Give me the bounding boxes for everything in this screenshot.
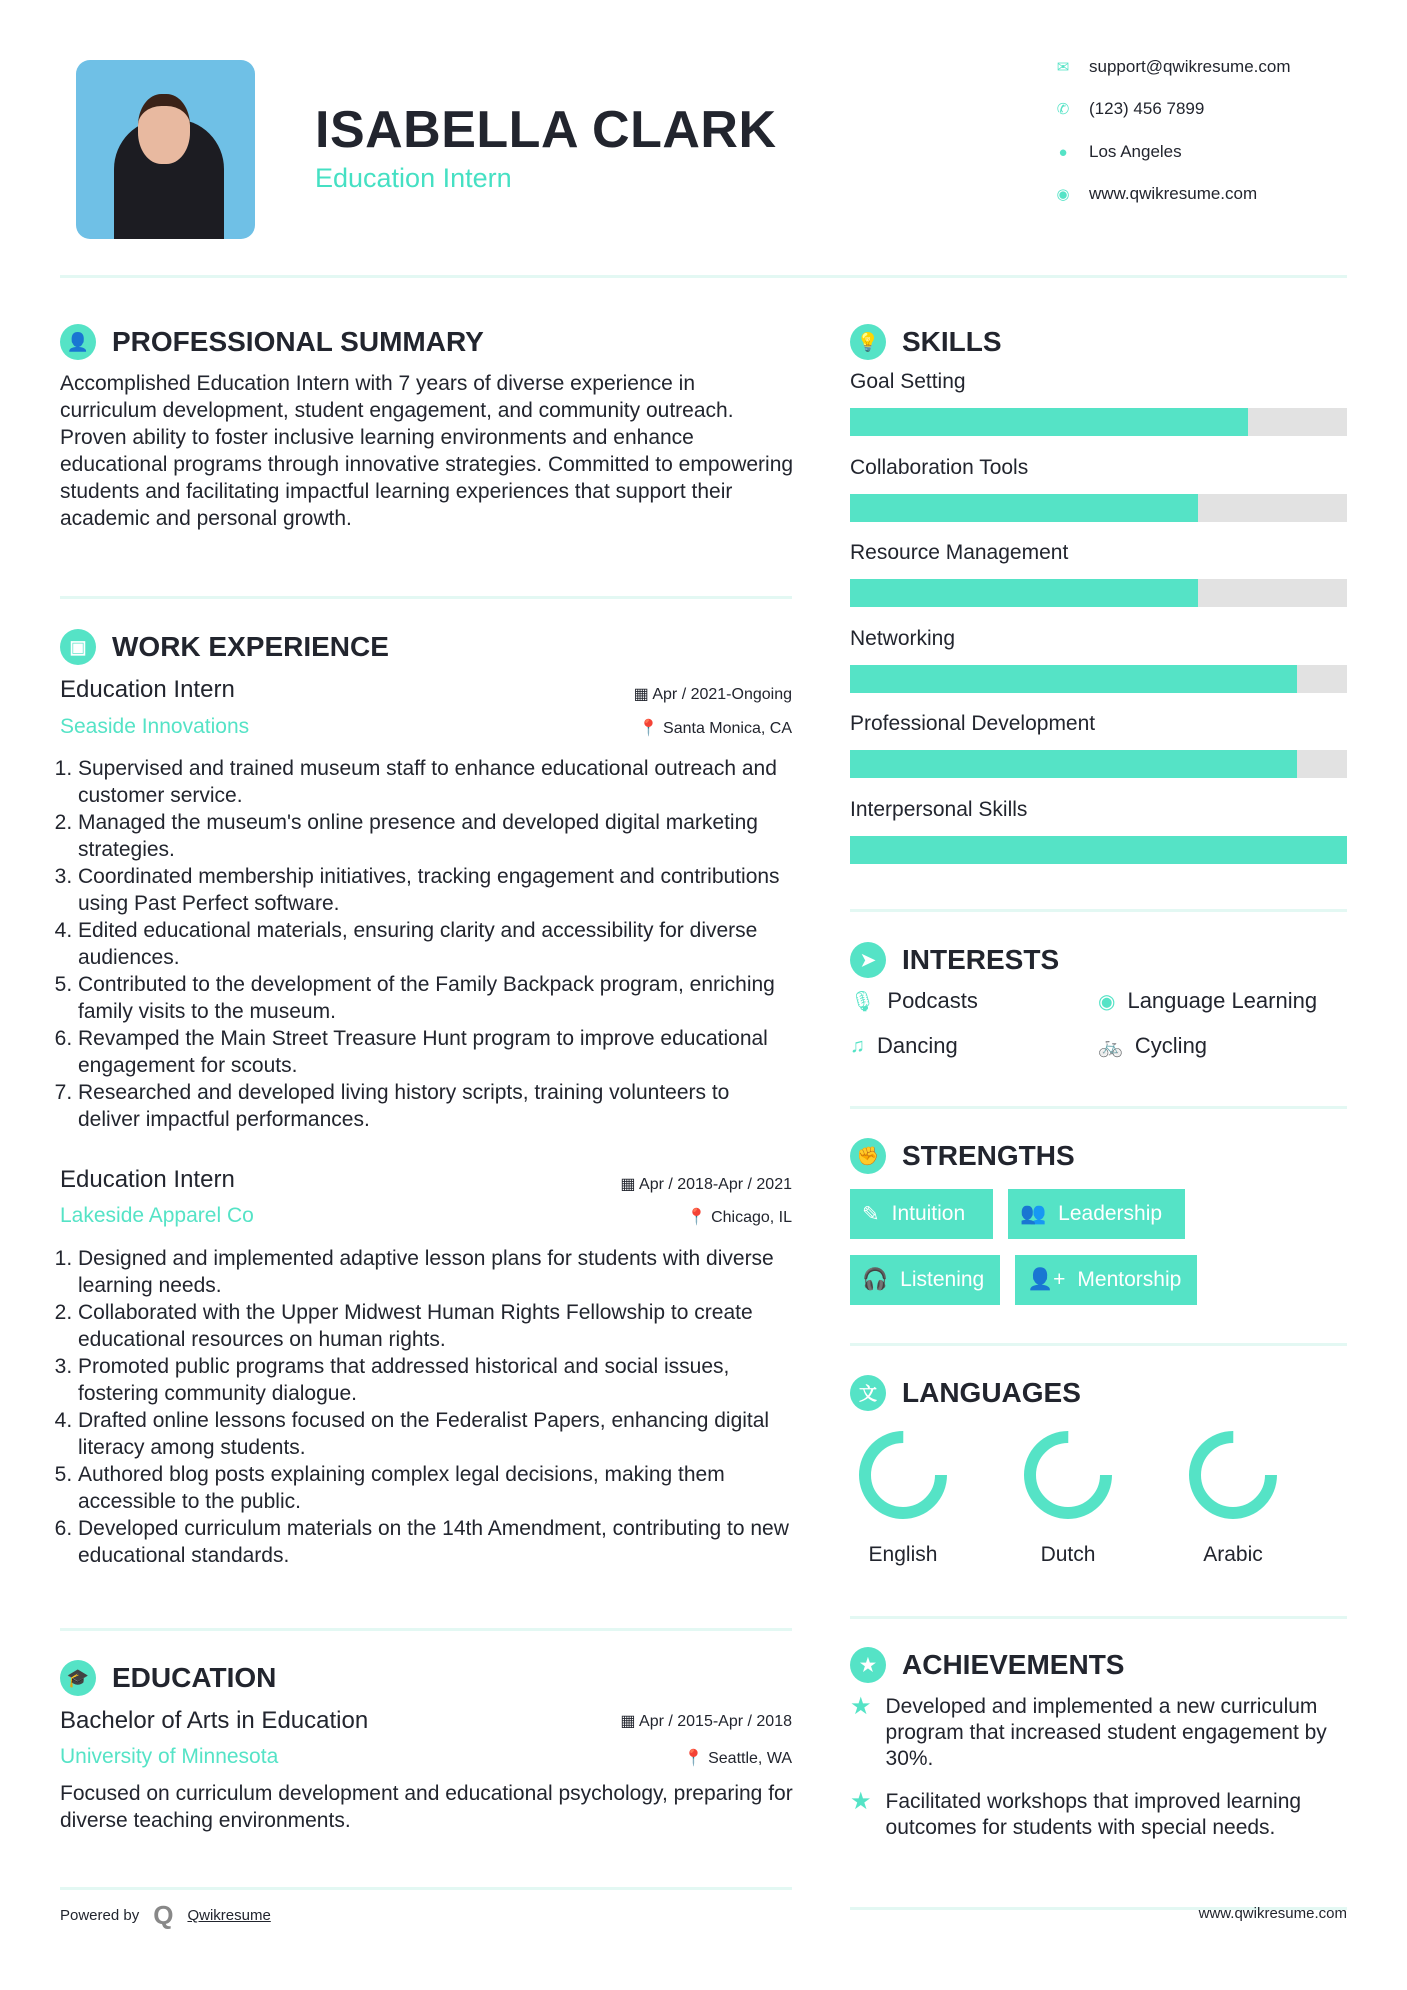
skill-bar-fill bbox=[850, 665, 1297, 693]
skill-bar bbox=[850, 836, 1347, 864]
skill-label: Goal Setting bbox=[850, 370, 966, 393]
skill-label: Interpersonal Skills bbox=[850, 798, 1028, 821]
qwikresume-logo-icon: Q bbox=[153, 1900, 174, 1930]
job-bullet: 1. Supervised and trained museum staff to enhance educational outreach and customer service. bbox=[78, 755, 795, 809]
skill-bar-fill bbox=[850, 408, 1248, 436]
music-icon: ♫ bbox=[850, 1034, 865, 1057]
languages-heading: 文 LANGUAGES bbox=[850, 1375, 1081, 1411]
paper-plane-icon: ➤ bbox=[850, 942, 886, 978]
job-bullet: 5. Contributed to the development of the Family Backpack program, enriching family visits to the museum. bbox=[78, 971, 795, 1025]
powered-by: Powered by Q Qwikresume bbox=[60, 1900, 271, 1930]
headphones-icon: 🎧 bbox=[862, 1268, 889, 1291]
skill-bar bbox=[850, 579, 1347, 607]
skill-bar-fill bbox=[850, 836, 1347, 864]
contact-email: ✉ support@qwikresume.com bbox=[1056, 57, 1291, 76]
user-icon: 👤 bbox=[60, 324, 96, 360]
education-text: Focused on curriculum development and educational psychology, preparing for diverse teaching environments. bbox=[60, 1782, 793, 1832]
job-title: Education Intern bbox=[60, 1166, 235, 1193]
candidate-name: ISABELLA CLARK bbox=[315, 101, 777, 159]
job-company: Lakeside Apparel Co bbox=[60, 1204, 254, 1227]
job-bullet: 5. Authored blog posts explaining complex legal decisions, making them accessible to the public. bbox=[78, 1461, 795, 1515]
education-location: 📍 Seattle, WA bbox=[683, 1750, 792, 1767]
job-company: Seaside Innovations bbox=[60, 715, 250, 738]
bicycle-icon: 🚲 bbox=[1098, 1035, 1123, 1058]
work-heading: ▣ WORK EXPERIENCE bbox=[60, 629, 389, 665]
star-icon: ★ bbox=[850, 1788, 872, 1815]
divider bbox=[850, 1343, 1347, 1346]
microphone-icon: 🎙 bbox=[850, 990, 876, 1013]
contact-location: ● Los Angeles bbox=[1055, 142, 1182, 162]
globe-icon: ◉ bbox=[1056, 186, 1070, 203]
job-location: 📍 Santa Monica, CA bbox=[638, 720, 792, 737]
star-badge-icon: ★ bbox=[850, 1647, 886, 1683]
profile-photo bbox=[76, 60, 255, 239]
language-label: Arabic bbox=[1203, 1543, 1263, 1566]
footer-website[interactable]: www.qwikresume.com bbox=[1198, 1905, 1347, 1922]
graduation-icon: 🎓 bbox=[60, 1660, 96, 1696]
interest-item: ♫ Dancing bbox=[850, 1033, 958, 1058]
job-bullet: 3. Coordinated membership initiatives, tracking engagement and contributions using Past Perfect software. bbox=[78, 863, 795, 917]
magic-wand-icon: ✎ bbox=[862, 1202, 880, 1226]
divider bbox=[60, 275, 1347, 278]
job-bullet: 4. Drafted online lessons focused on the Federalist Papers, enhancing digital literacy among students. bbox=[78, 1407, 795, 1461]
skill-bar bbox=[850, 750, 1347, 778]
map-pin-icon: ● bbox=[1058, 143, 1068, 161]
strength-tag: ✎ Intuition bbox=[850, 1189, 993, 1239]
skill-bar bbox=[850, 408, 1347, 436]
job-title: Education Intern bbox=[60, 676, 235, 703]
skill-label: Networking bbox=[850, 626, 956, 650]
language-label: Dutch bbox=[1040, 1543, 1096, 1566]
language-icon: 文 bbox=[850, 1375, 886, 1411]
skill-bar bbox=[850, 494, 1347, 522]
strength-tag: 👤+ Mentorship bbox=[1015, 1255, 1197, 1305]
achievements-heading: ★ ACHIEVEMENTS bbox=[850, 1647, 1124, 1683]
job-bullet: 2. Collaborated with the Upper Midwest Human Rights Fellowship to create educational resources on human rights. bbox=[78, 1299, 795, 1353]
interests-heading: ➤ INTERESTS bbox=[850, 942, 1059, 978]
divider bbox=[60, 596, 792, 599]
achievement-item: ★ Facilitated workshops that improved learning outcomes for students with special needs. bbox=[850, 1788, 1302, 1839]
job-location: 📍 Chicago, IL bbox=[686, 1209, 792, 1226]
skill-bar-fill bbox=[850, 494, 1198, 522]
job-bullets bbox=[60, 755, 795, 1133]
divider bbox=[850, 1106, 1347, 1109]
divider bbox=[60, 1887, 792, 1890]
job-bullets bbox=[60, 1245, 795, 1569]
phone-icon: ✆ bbox=[1056, 101, 1070, 118]
fist-icon: ✊ bbox=[850, 1138, 886, 1174]
interest-item: 🚲 Cycling bbox=[1098, 1033, 1208, 1058]
summary-text: Accomplished Education Intern with 7 years of diverse experience in curriculum development, student engagement, and community outreach. Proven ability to foster inclusive learning environments and enhance educational programs through innovative strategies. Committed to empowering students and facilitating impactful learning experiences that support their academic and personal growth. bbox=[60, 372, 794, 530]
education-date: ▦ Apr / 2015-Apr / 2018 bbox=[620, 1713, 792, 1730]
divider bbox=[60, 1628, 792, 1631]
language-label: English bbox=[868, 1543, 938, 1566]
skill-label: Professional Development bbox=[850, 712, 1096, 736]
divider bbox=[850, 909, 1347, 912]
brand-link[interactable]: Qwikresume bbox=[187, 1907, 271, 1924]
globe-icon: ◉ bbox=[1098, 990, 1116, 1013]
strength-tag: 🎧 Listening bbox=[850, 1255, 1000, 1305]
job-bullet: 6. Revamped the Main Street Treasure Hunt program to improve educational engagement for scouts. bbox=[78, 1025, 795, 1079]
job-bullet: 3. Promoted public programs that addressed historical and social issues, fostering community dialogue. bbox=[78, 1353, 795, 1407]
summary-heading: 👤 PROFESSIONAL SUMMARY bbox=[60, 324, 484, 360]
language-ring bbox=[1018, 1425, 1118, 1525]
job-date: ▦ Apr / 2018-Apr / 2021 bbox=[620, 1176, 792, 1193]
language-ring bbox=[1183, 1425, 1283, 1525]
job-bullet: 4. Edited educational materials, ensuring clarity and accessibility for diverse audiences. bbox=[78, 917, 795, 971]
lightbulb-icon: 💡 bbox=[850, 324, 886, 360]
school: University of Minnesota bbox=[60, 1745, 279, 1768]
skill-bar-fill bbox=[850, 750, 1297, 778]
job-bullet: 6. Developed curriculum materials on the 14th Amendment, contributing to new educational standards. bbox=[78, 1515, 795, 1569]
education-heading: 🎓 EDUCATION bbox=[60, 1660, 276, 1696]
skills-heading: 💡 SKILLS bbox=[850, 324, 1002, 360]
envelope-icon: ✉ bbox=[1056, 59, 1070, 76]
strengths-heading: ✊ STRENGTHS bbox=[850, 1138, 1075, 1174]
divider bbox=[850, 1616, 1347, 1619]
contact-phone: ✆ (123) 456 7899 bbox=[1056, 99, 1205, 118]
job-date: ▦ Apr / 2021-Ongoing bbox=[633, 686, 792, 703]
user-plus-icon: 👤+ bbox=[1027, 1268, 1066, 1291]
briefcase-icon: ▣ bbox=[60, 629, 96, 665]
interest-item: ◉ Language Learning bbox=[1098, 988, 1318, 1013]
achievement-item: ★ Developed and implemented a new curriculum program that increased student engagement by 30%. bbox=[850, 1693, 1327, 1770]
skill-bar bbox=[850, 665, 1347, 693]
skill-label: Collaboration Tools bbox=[850, 455, 1029, 479]
job-bullet: 1. Designed and implemented adaptive lesson plans for students with diverse learning needs. bbox=[78, 1245, 795, 1299]
contact-website: ◉ www.qwikresume.com bbox=[1056, 184, 1258, 203]
degree: Bachelor of Arts in Education bbox=[60, 1707, 369, 1734]
users-icon: 👥 bbox=[1020, 1202, 1047, 1225]
strength-tag: 👥 Leadership bbox=[1008, 1189, 1185, 1239]
star-icon: ★ bbox=[850, 1693, 872, 1720]
job-bullet: 7. Researched and developed living history scripts, training volunteers to deliver impactful performances. bbox=[78, 1079, 795, 1133]
skill-bar-fill bbox=[850, 579, 1198, 607]
candidate-title: Education Intern bbox=[315, 163, 512, 193]
skill-label: Resource Management bbox=[850, 541, 1069, 565]
interest-item: 🎙 Podcasts bbox=[850, 988, 978, 1013]
language-ring bbox=[853, 1425, 953, 1525]
job-bullet: 2. Managed the museum's online presence and developed digital marketing strategies. bbox=[78, 809, 795, 863]
